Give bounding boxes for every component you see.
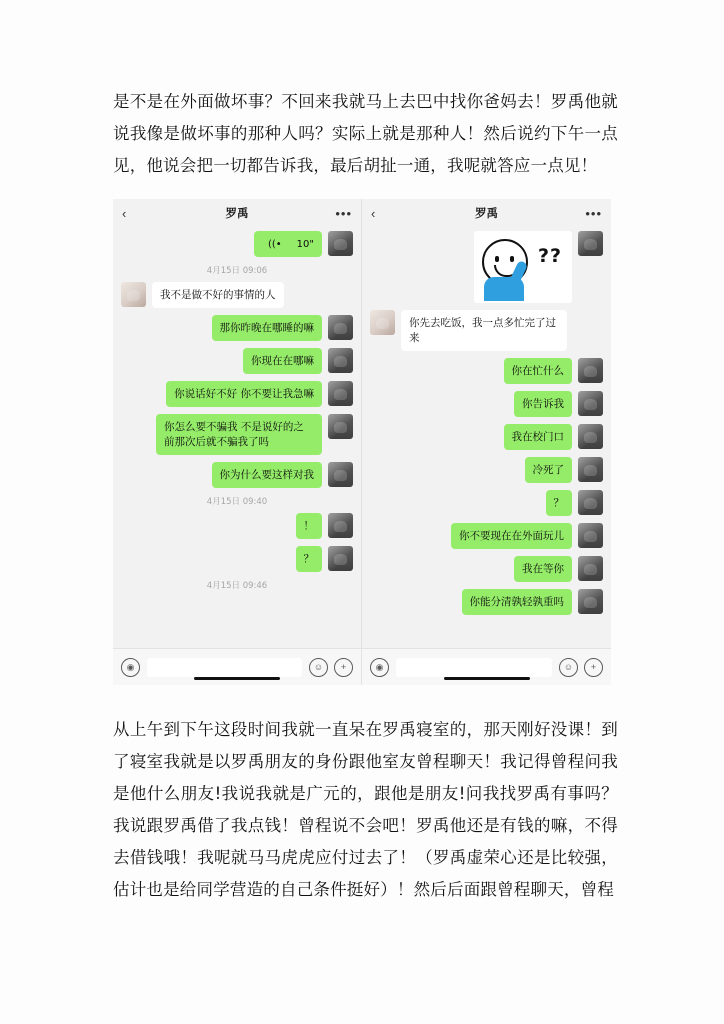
sticker-message[interactable] [474, 231, 572, 303]
microphone-icon[interactable]: ◉ [121, 658, 140, 677]
chat-panel-right [362, 199, 611, 685]
avatar [328, 231, 353, 256]
message-row [121, 381, 353, 407]
avatar [328, 414, 353, 439]
avatar [328, 462, 353, 487]
message-row [121, 282, 353, 308]
back-icon[interactable]: ‹ [122, 205, 127, 221]
paragraph-bottom: 从上午到下午这段时间我就一直呆在罗禹寝室的，那天刚好没课！到了寝室我就是以罗禹朋友的身份跟他室友曾程聊天！我记得曾程问我是他什么朋友!我说我就是广元的，跟他是朋友!问我找罗禹有事吗？我说跟罗禹借了我点钱！曾程说不会吧！罗禹他还是有钱的嘛，不得去借钱哦！我呢就马马虎虎应付过去了！（罗禹虚荣心还是比较强，估计也是给同学营造的自己条件挺好）！然后后面跟曾程聊天，曾程 [113, 720, 618, 899]
avatar [370, 310, 395, 335]
message-input[interactable] [396, 658, 552, 677]
message-row [370, 556, 603, 582]
avatar [578, 523, 603, 548]
avatar [328, 348, 353, 373]
message-row [121, 462, 353, 488]
avatar [578, 556, 603, 581]
message-row [370, 310, 603, 351]
emoji-icon[interactable]: ☺ [559, 658, 578, 677]
timestamp: 4月15日 09:46 [206, 581, 268, 591]
plus-icon[interactable]: + [584, 658, 603, 677]
avatar [328, 546, 353, 571]
message-row [121, 348, 353, 374]
paragraph-top: 是不是在外面做坏事？不回来我就马上去巴中找你爸妈去！罗禹他就说我像是做坏事的那种人吗？实际上就是那种人！然后说约下午一点见，他说会把一切都告诉我，最后胡扯一通，我呢就答应一点见！ [113, 92, 618, 175]
chat-screenshot-figure [113, 199, 611, 685]
timestamp: 4月15日 09:40 [206, 497, 268, 507]
message-row [370, 457, 603, 483]
message-bubble[interactable]: 那你昨晚在哪睡的嘛 [212, 315, 323, 341]
avatar [578, 358, 603, 383]
home-indicator [194, 677, 280, 680]
avatar [578, 589, 603, 614]
message-bubble[interactable]: ？ [546, 490, 573, 516]
contact-name: 罗禹 [225, 206, 249, 220]
chat-header-right [362, 199, 611, 227]
message-bubble[interactable]: ？ [296, 546, 323, 572]
message-bubble[interactable]: 你怎么要不骗我 不是说好的之前那次后就不骗我了吗 [156, 414, 322, 455]
message-row [370, 589, 603, 615]
avatar [328, 381, 353, 406]
plus-icon[interactable]: + [334, 658, 353, 677]
message-bubble[interactable]: 你现在在哪嘛 [243, 348, 322, 374]
home-indicator [444, 677, 530, 680]
message-bubble[interactable]: 你在忙什么 [504, 358, 573, 384]
message-row [370, 490, 603, 516]
sticker-body [484, 277, 524, 301]
message-bubble[interactable]: 你告诉我 [514, 391, 572, 417]
avatar [578, 490, 603, 515]
message-row [121, 315, 353, 341]
message-row [370, 231, 603, 303]
more-icon[interactable]: ••• [585, 205, 602, 221]
chat-header-left [113, 199, 361, 227]
avatar [578, 424, 603, 449]
sticker-text: ?? [537, 245, 562, 267]
message-bubble[interactable]: 你为什么要这样对我 [212, 462, 323, 488]
message-bubble[interactable]: 我在校门口 [504, 424, 573, 450]
voice-wave-icon: ((• [268, 238, 282, 250]
message-input[interactable] [147, 658, 302, 677]
avatar [328, 315, 353, 340]
microphone-icon[interactable]: ◉ [370, 658, 389, 677]
avatar [121, 282, 146, 307]
contact-name: 罗禹 [475, 206, 498, 220]
message-bubble[interactable]: ！ [296, 513, 323, 539]
chat-panel-left [113, 199, 362, 685]
voice-duration: 10" [296, 238, 314, 250]
voice-message-bubble[interactable] [254, 231, 322, 257]
message-row [121, 414, 353, 455]
back-icon[interactable]: ‹ [371, 205, 376, 221]
avatar [578, 391, 603, 416]
timestamp: 4月15日 09:06 [206, 266, 268, 276]
more-icon[interactable]: ••• [335, 205, 352, 221]
message-bubble[interactable]: 冷死了 [525, 457, 573, 483]
avatar [328, 513, 353, 538]
message-row [121, 513, 353, 539]
article-body [113, 86, 618, 182]
message-bubble[interactable]: 我不是做不好的事情的人 [152, 282, 284, 308]
message-bubble[interactable]: 你先去吃饭，我一点多忙完了过来 [401, 310, 567, 351]
message-bubble[interactable]: 你能分清孰轻孰重吗 [462, 589, 573, 615]
emoji-icon[interactable]: ☺ [309, 658, 328, 677]
message-row [121, 231, 353, 257]
message-bubble[interactable]: 你不要现在在外面玩儿 [451, 523, 572, 549]
message-bubble[interactable]: 你说话好不好 你不要让我急嘛 [166, 381, 322, 407]
avatar [578, 231, 603, 256]
message-row [370, 523, 603, 549]
message-bubble[interactable]: 我在等你 [514, 556, 572, 582]
message-list-left [113, 227, 361, 648]
message-list-right [362, 227, 611, 648]
avatar [578, 457, 603, 482]
message-row [370, 391, 603, 417]
message-row [121, 546, 353, 572]
message-row [370, 424, 603, 450]
message-row [370, 358, 603, 384]
